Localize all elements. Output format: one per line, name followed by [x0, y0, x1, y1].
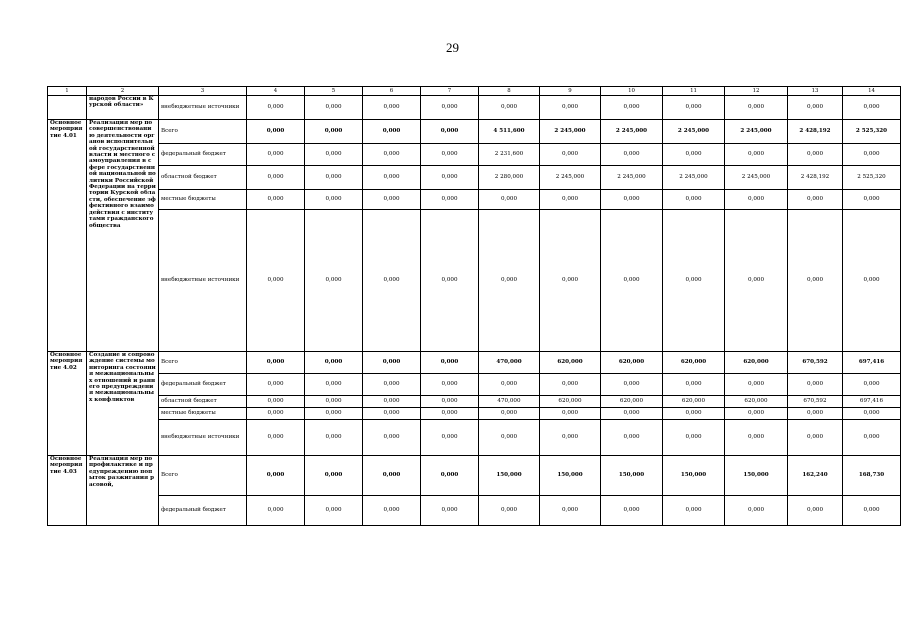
value-cell: 0,000: [247, 420, 305, 456]
value-cell: 0,000: [247, 456, 305, 496]
table-row: [48, 210, 901, 352]
value-cell: 0,000: [540, 210, 601, 352]
value-cell: 0,000: [601, 190, 663, 210]
value-cell: 0,000: [540, 374, 601, 396]
value-cell: 0,000: [421, 210, 479, 352]
page-number: 29: [446, 40, 459, 55]
value-cell: 0,000: [725, 420, 788, 456]
source-label: областной бюджет: [159, 396, 247, 408]
value-cell: 620,000: [540, 396, 601, 408]
value-cell: 150,000: [540, 456, 601, 496]
value-cell: 0,000: [725, 496, 788, 526]
value-cell: 0,000: [305, 144, 363, 166]
value-cell: 0,000: [421, 456, 479, 496]
value-cell: 0,000: [421, 96, 479, 120]
table-row: [48, 166, 901, 190]
activity-name-cell: Создание и сопровождение системы мониторинга состояния межнациональных отношений и раннего предупреждения межнациональных конфликтов: [87, 352, 159, 456]
value-cell: 0,000: [663, 408, 725, 420]
value-cell: 0,000: [305, 396, 363, 408]
activity-code-cell: Основное мероприятие 4.01: [48, 120, 87, 352]
value-cell: 150,000: [663, 456, 725, 496]
value-cell: 0,000: [305, 166, 363, 190]
value-cell: 0,000: [421, 352, 479, 374]
value-cell: 620,000: [663, 396, 725, 408]
value-cell: 2 428,192: [788, 166, 843, 190]
activity-name-cell: Реализация мер по профилактике и предупреждению попыток разжигания расовой,: [87, 456, 159, 526]
value-cell: 670,592: [788, 352, 843, 374]
value-cell: 150,000: [479, 456, 540, 496]
header-cell: 1: [48, 87, 87, 96]
value-cell: 150,000: [601, 456, 663, 496]
value-cell: 0,000: [363, 190, 421, 210]
source-label: федеральный бюджет: [159, 144, 247, 166]
value-cell: 0,000: [788, 496, 843, 526]
source-label: Всего: [159, 352, 247, 374]
header-cell: 5: [305, 87, 363, 96]
table-row: [48, 396, 901, 408]
header-cell: 6: [363, 87, 421, 96]
table-row: [48, 420, 901, 456]
value-cell: 0,000: [663, 374, 725, 396]
value-cell: 620,000: [725, 352, 788, 374]
value-cell: 0,000: [247, 352, 305, 374]
value-cell: 0,000: [788, 420, 843, 456]
source-label: Всего: [159, 456, 247, 496]
source-label: федеральный бюджет: [159, 374, 247, 396]
table-row: [48, 120, 901, 144]
value-cell: 697,416: [843, 352, 901, 374]
source-label: областной бюджет: [159, 166, 247, 190]
activity-code-cell: Основное мероприятие 4.03: [48, 456, 87, 526]
value-cell: 0,000: [421, 420, 479, 456]
value-cell: 0,000: [788, 210, 843, 352]
value-cell: 0,000: [725, 144, 788, 166]
source-label: Всего: [159, 120, 247, 144]
value-cell: 0,000: [843, 374, 901, 396]
source-label: местные бюджеты: [159, 408, 247, 420]
value-cell: 0,000: [479, 420, 540, 456]
value-cell: 0,000: [363, 396, 421, 408]
value-cell: 0,000: [663, 144, 725, 166]
value-cell: 0,000: [305, 190, 363, 210]
value-cell: 0,000: [843, 496, 901, 526]
value-cell: 0,000: [363, 96, 421, 120]
value-cell: 0,000: [421, 144, 479, 166]
value-cell: 0,000: [421, 166, 479, 190]
value-cell: 2 245,000: [540, 120, 601, 144]
value-cell: 470,000: [479, 352, 540, 374]
value-cell: 2 525,320: [843, 120, 901, 144]
header-cell: 10: [601, 87, 663, 96]
table-row: [48, 144, 901, 166]
value-cell: 0,000: [305, 210, 363, 352]
value-cell: 0,000: [601, 420, 663, 456]
value-cell: 0,000: [540, 144, 601, 166]
value-cell: 0,000: [601, 374, 663, 396]
value-cell: 0,000: [247, 120, 305, 144]
value-cell: 0,000: [663, 96, 725, 120]
value-cell: 0,000: [421, 120, 479, 144]
value-cell: 0,000: [725, 408, 788, 420]
value-cell: 0,000: [788, 144, 843, 166]
value-cell: 0,000: [788, 190, 843, 210]
value-cell: 0,000: [540, 96, 601, 120]
value-cell: 168,730: [843, 456, 901, 496]
value-cell: 0,000: [663, 420, 725, 456]
value-cell: 0,000: [843, 408, 901, 420]
header-cell: 14: [843, 87, 901, 96]
table-row: [48, 456, 901, 496]
table-row: [48, 374, 901, 396]
value-cell: 0,000: [601, 144, 663, 166]
value-cell: 150,000: [725, 456, 788, 496]
value-cell: 0,000: [663, 210, 725, 352]
value-cell: 0,000: [247, 190, 305, 210]
value-cell: 0,000: [479, 374, 540, 396]
value-cell: 0,000: [247, 96, 305, 120]
table-row: [48, 96, 901, 120]
value-cell: 0,000: [479, 190, 540, 210]
value-cell: 0,000: [305, 352, 363, 374]
header-cell: 8: [479, 87, 540, 96]
value-cell: 0,000: [479, 496, 540, 526]
value-cell: 0,000: [247, 144, 305, 166]
value-cell: 0,000: [363, 408, 421, 420]
value-cell: 0,000: [247, 408, 305, 420]
value-cell: 0,000: [305, 496, 363, 526]
value-cell: 2 245,000: [725, 120, 788, 144]
value-cell: 0,000: [421, 190, 479, 210]
source-label: внебюджетные источники: [159, 420, 247, 456]
value-cell: 0,000: [247, 496, 305, 526]
value-cell: 0,000: [479, 96, 540, 120]
value-cell: 2 280,000: [479, 166, 540, 190]
budget-table: [47, 86, 901, 526]
value-cell: 670,592: [788, 396, 843, 408]
activity-name-cell: народов России в Курской области»: [87, 96, 159, 120]
table-row: [48, 408, 901, 420]
value-cell: 0,000: [305, 408, 363, 420]
header-cell: 9: [540, 87, 601, 96]
value-cell: 0,000: [421, 374, 479, 396]
value-cell: 0,000: [725, 374, 788, 396]
value-cell: 0,000: [540, 496, 601, 526]
value-cell: 0,000: [247, 396, 305, 408]
value-cell: 0,000: [305, 374, 363, 396]
activity-name-cell: Реализация мер по совершенствованию деятельности органов исполнительной государственной власти и местного самоуправления в сфере государственной национальной политики Российской Федерации на территории Курской области, обеспечение эффективного взаимодействия с институтами гражданского общества: [87, 120, 159, 352]
value-cell: 0,000: [601, 408, 663, 420]
value-cell: 2 245,000: [663, 166, 725, 190]
value-cell: 0,000: [363, 210, 421, 352]
header-row: [48, 87, 901, 96]
value-cell: 0,000: [725, 96, 788, 120]
value-cell: 0,000: [305, 120, 363, 144]
value-cell: 0,000: [421, 396, 479, 408]
header-cell: 4: [247, 87, 305, 96]
value-cell: 0,000: [305, 456, 363, 496]
cell-code: [48, 96, 87, 120]
value-cell: 0,000: [788, 374, 843, 396]
activity-code-cell: Основное мероприятие 4.02: [48, 352, 87, 456]
value-cell: 0,000: [540, 190, 601, 210]
header-cell: 13: [788, 87, 843, 96]
value-cell: 620,000: [601, 396, 663, 408]
value-cell: 0,000: [421, 496, 479, 526]
value-cell: 0,000: [601, 96, 663, 120]
value-cell: 620,000: [601, 352, 663, 374]
source-label: внебюджетные источники: [159, 96, 247, 120]
table-row: [48, 496, 901, 526]
value-cell: 0,000: [540, 420, 601, 456]
value-cell: 0,000: [725, 190, 788, 210]
value-cell: 0,000: [363, 120, 421, 144]
value-cell: 620,000: [663, 352, 725, 374]
header-cell: 11: [663, 87, 725, 96]
value-cell: 0,000: [843, 144, 901, 166]
value-cell: 0,000: [843, 420, 901, 456]
value-cell: 0,000: [363, 144, 421, 166]
value-cell: 0,000: [663, 496, 725, 526]
source-label: внебюджетные источники: [159, 210, 247, 352]
source-label: местные бюджеты: [159, 190, 247, 210]
value-cell: 0,000: [843, 190, 901, 210]
value-cell: 0,000: [788, 96, 843, 120]
value-cell: 0,000: [479, 210, 540, 352]
value-cell: 0,000: [363, 420, 421, 456]
header-cell: 12: [725, 87, 788, 96]
value-cell: 620,000: [725, 396, 788, 408]
value-cell: 0,000: [601, 496, 663, 526]
value-cell: 4 511,600: [479, 120, 540, 144]
table-row: [48, 352, 901, 374]
value-cell: 2 428,192: [788, 120, 843, 144]
value-cell: 0,000: [421, 408, 479, 420]
value-cell: 0,000: [540, 408, 601, 420]
value-cell: 0,000: [363, 352, 421, 374]
value-cell: 0,000: [479, 408, 540, 420]
value-cell: 162,240: [788, 456, 843, 496]
header-cell: 7: [421, 87, 479, 96]
value-cell: 0,000: [843, 96, 901, 120]
value-cell: 2 245,000: [540, 166, 601, 190]
value-cell: 2 525,320: [843, 166, 901, 190]
value-cell: 0,000: [663, 190, 725, 210]
value-cell: 0,000: [363, 496, 421, 526]
value-cell: 0,000: [247, 374, 305, 396]
header-cell: 3: [159, 87, 247, 96]
value-cell: 0,000: [305, 420, 363, 456]
table-row: [48, 190, 901, 210]
value-cell: 0,000: [363, 456, 421, 496]
source-label: федеральный бюджет: [159, 496, 247, 526]
value-cell: 470,000: [479, 396, 540, 408]
value-cell: 2 245,000: [725, 166, 788, 190]
value-cell: 0,000: [247, 166, 305, 190]
value-cell: 0,000: [247, 210, 305, 352]
value-cell: 2 231,600: [479, 144, 540, 166]
value-cell: 697,416: [843, 396, 901, 408]
value-cell: 2 245,000: [663, 120, 725, 144]
value-cell: 0,000: [305, 96, 363, 120]
value-cell: 0,000: [788, 408, 843, 420]
value-cell: 0,000: [725, 210, 788, 352]
value-cell: 0,000: [843, 210, 901, 352]
header-cell: 2: [87, 87, 159, 96]
value-cell: 2 245,000: [601, 166, 663, 190]
value-cell: 620,000: [540, 352, 601, 374]
value-cell: 0,000: [363, 374, 421, 396]
value-cell: 2 245,000: [601, 120, 663, 144]
value-cell: 0,000: [363, 166, 421, 190]
value-cell: 0,000: [601, 210, 663, 352]
